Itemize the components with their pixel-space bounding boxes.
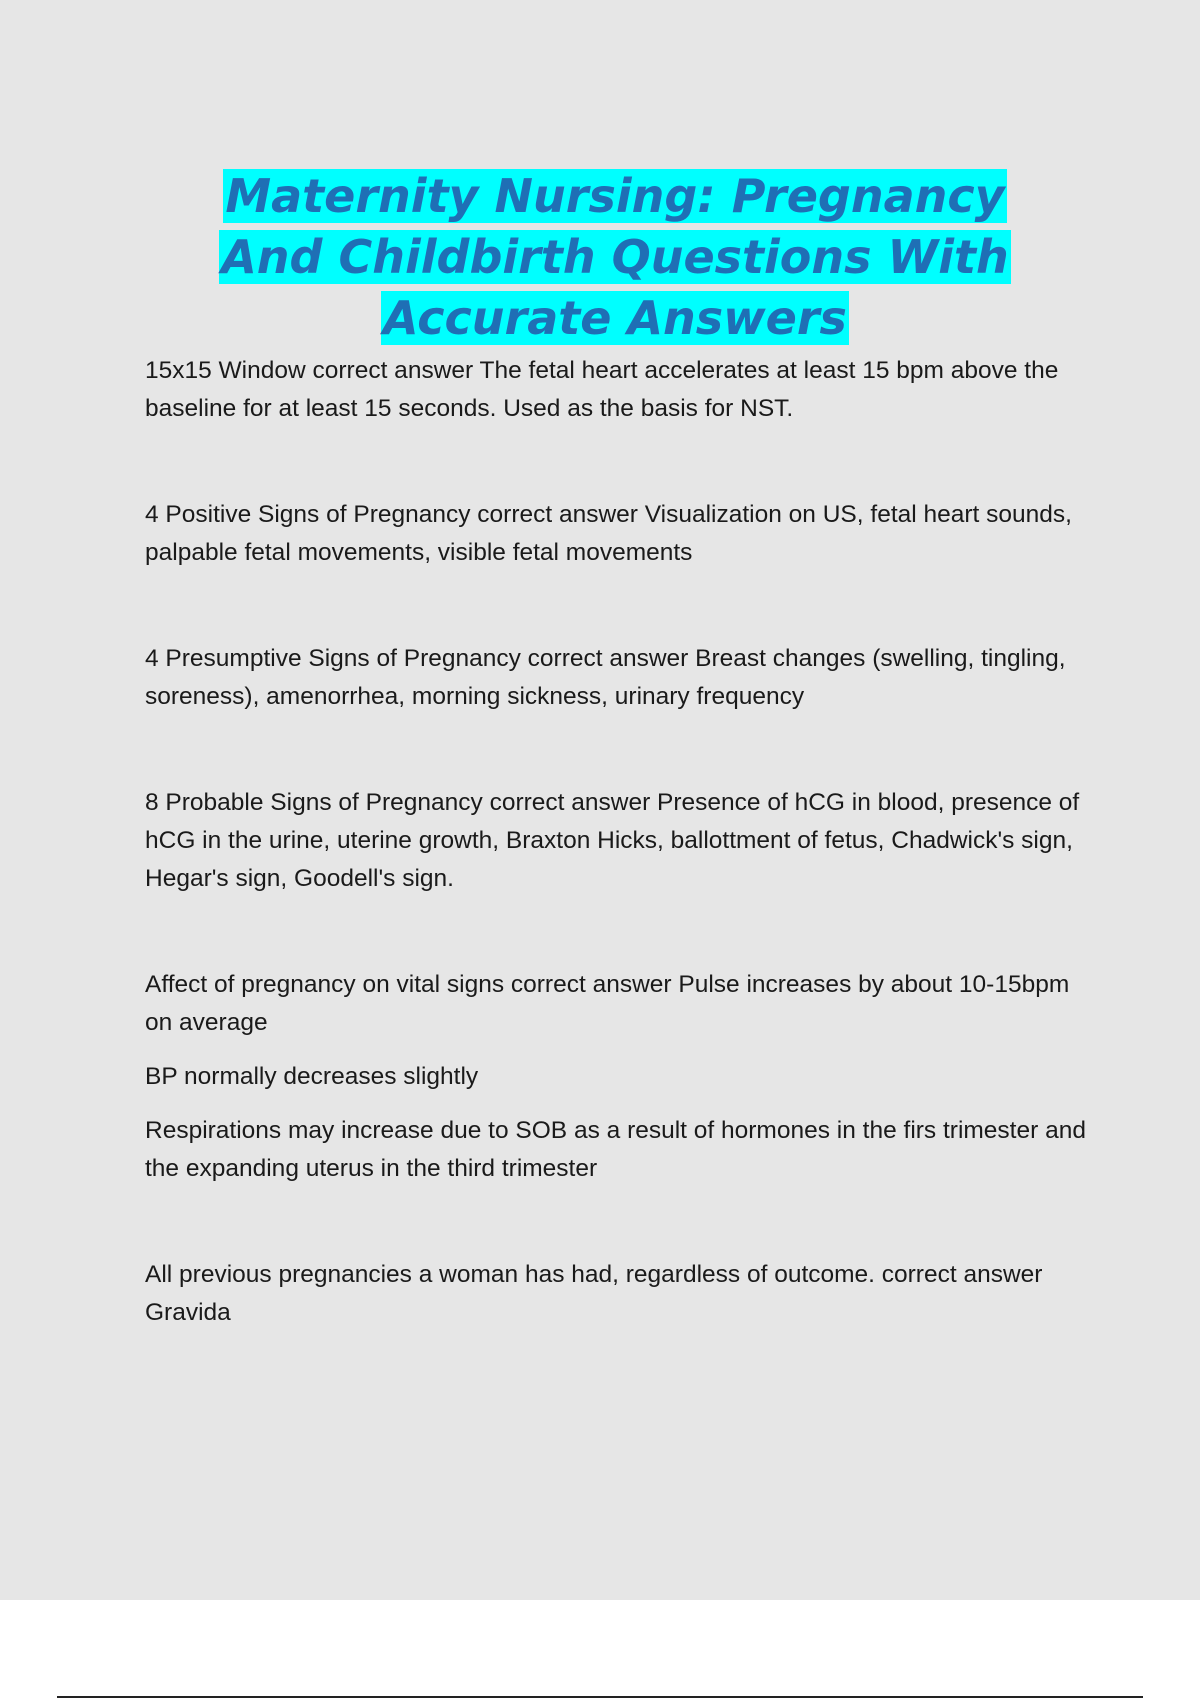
document-title <box>145 166 1085 349</box>
qa-paragraph: All previous pregnancies a woman has had, regardless of outcome. correct answer Gravida <box>145 1261 1043 1326</box>
title-line: Accurate Answers <box>383 291 847 345</box>
footer-divider <box>57 1696 1143 1698</box>
qa-paragraph: 4 Positive Signs of Pregnancy correct answer Visualization on US, fetal heart sounds, palpable fetal movements, visible fetal movements <box>145 501 1072 566</box>
qa-paragraph: Respirations may increase due to SOB as a result of hormones in the firs trimester and the expanding uterus in the third trimester <box>145 1117 1086 1182</box>
title-line: Maternity Nursing: Pregnancy <box>225 169 1005 223</box>
document-body <box>145 352 1095 1332</box>
title-line: And Childbirth Questions With <box>221 230 1009 284</box>
qa-paragraph: BP normally decreases slightly <box>145 1063 479 1090</box>
qa-paragraph: 8 Probable Signs of Pregnancy correct answer Presence of hCG in blood, presence of hCG in the urine, uterine growth, Braxton Hicks, ballottment of fetus, Chadwick's sign, Hegar's sign, Goodell's sign. <box>145 789 1080 892</box>
qa-paragraph: 4 Presumptive Signs of Pregnancy correct answer Breast changes (swelling, tingling, soreness), amenorrhea, morning sickness, urinary frequency <box>145 645 1066 710</box>
qa-paragraph: Affect of pregnancy on vital signs correct answer Pulse increases by about 10-15bpm on average <box>145 971 1070 1036</box>
qa-paragraph: 15x15 Window correct answer The fetal heart accelerates at least 15 bpm above the baseline for at least 15 seconds. Used as the basis for NST. <box>145 357 1059 422</box>
